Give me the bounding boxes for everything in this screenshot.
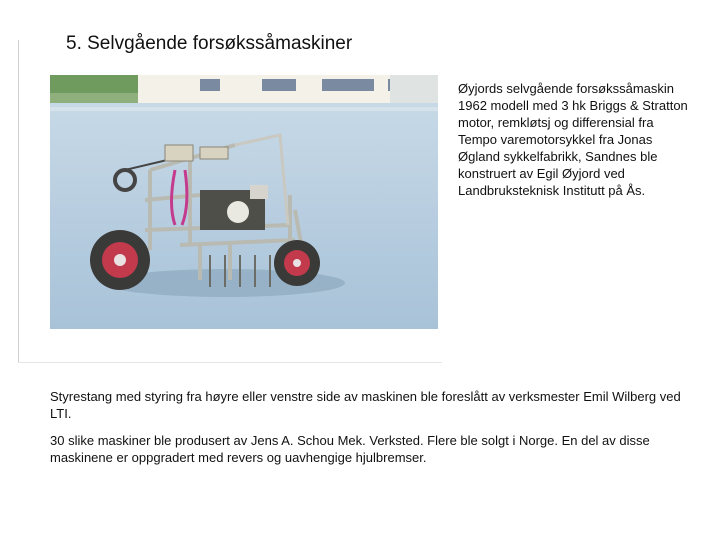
paragraph-production: 30 slike maskiner ble produsert av Jens A. Schou Mek. Verksted. Flere ble solgt i Norge. En del av disse maskinene er oppgradert med revers og uavhengige hjulbremser. [50, 433, 650, 465]
slide-title: 5. Selvgående forsøkssåmaskiner [66, 33, 353, 54]
scan-bottom-line [18, 362, 442, 363]
paragraph-steering: Styrestang med styring fra høyre eller venstre side av maskinen ble foreslått av verksmester Emil Wilberg ved LTI. [50, 389, 681, 421]
scan-edge-line [18, 40, 19, 362]
machine-photo [50, 75, 438, 329]
photo-caption: Øyjords selvgående forsøkssåmaskin 1962 modell med 3 hk Briggs & Stratton motor, remkløtsj og differensial fra Tempo varemotorsykkel fra Jonas Øgland sykkelfabrikk, Sandnes ble konstruert av Egil Øyjord ved Landbruksteknisk Institutt på Ås. [458, 81, 688, 198]
